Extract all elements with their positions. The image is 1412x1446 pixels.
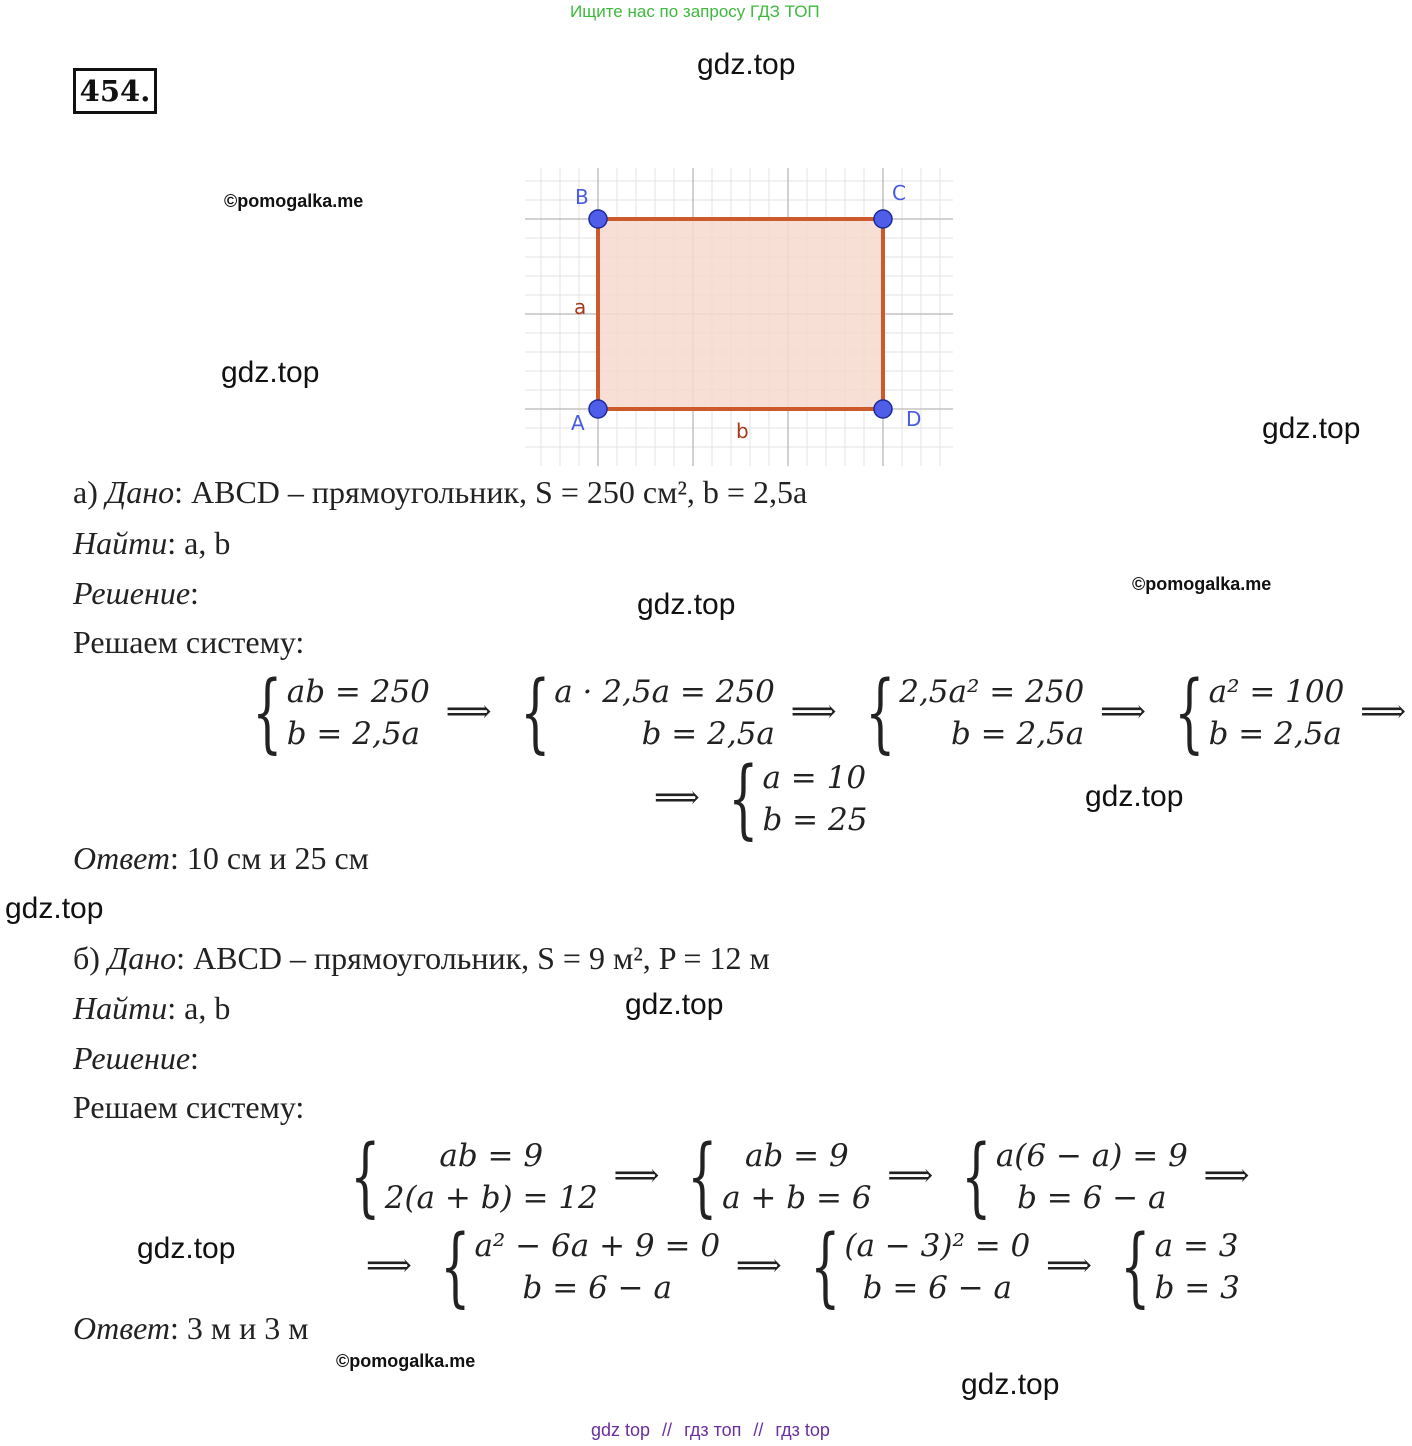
part-a-answer: Ответ: 10 см и 25 см bbox=[73, 840, 369, 876]
part-a-system-chain: { ab = 250 b = 2,5a ⟹ { a · 2,5a = 250 b = 2,5a ⟹ { 2,5a² = 250 b = 2,5a ⟹ { a² = 100 b = 2,5a ⟹ bbox=[240, 670, 1412, 756]
side-b-label: b bbox=[736, 419, 749, 443]
part-a-solution-label: Решение: bbox=[73, 575, 199, 611]
copyright-mark: ©pomogalka.me bbox=[224, 191, 364, 211]
vertex-a-point bbox=[589, 400, 607, 418]
watermark: gdz.top bbox=[637, 588, 736, 621]
part-b-solution-label: Решение: bbox=[73, 1040, 199, 1076]
watermark: gdz.top bbox=[625, 988, 724, 1021]
part-a-result-system: ⟹ { a = 10 b = 25 bbox=[654, 749, 868, 849]
system: { a = 3 b = 3 bbox=[1120, 1217, 1240, 1317]
system: { a² = 100 b = 2,5a bbox=[1174, 663, 1345, 763]
system: { a · 2,5a = 250 b = 2,5a bbox=[519, 663, 775, 763]
top-banner: Ищите нас по запросу ГДЗ ТОП bbox=[570, 2, 820, 21]
system: { 2,5a² = 250 b = 2,5a bbox=[864, 663, 1085, 763]
problem-number: 454. bbox=[73, 68, 157, 114]
system: { a = 10 b = 25 bbox=[728, 749, 868, 849]
part-a-given: а) Дано: ABCD – прямоугольник, S = 250 см², b = 2,5a bbox=[73, 474, 808, 510]
part-a-find: Найти: a, b bbox=[73, 525, 231, 561]
rectangle-abcd bbox=[598, 219, 883, 409]
part-b-find: Найти: a, b bbox=[73, 990, 231, 1026]
side-a-label: a bbox=[574, 295, 587, 319]
part-b-system-chain-2: ⟹ { a² − 6a + 9 = 0 b = 6 − a ⟹ { (a − 3)² = 0 b = 6 − a ⟹ { a = 3 b = 3 bbox=[366, 1217, 1240, 1317]
system: { ab = 9 2(a + b) = 12 bbox=[350, 1127, 598, 1227]
footer-links bbox=[585, 1420, 836, 1441]
watermark: gdz.top bbox=[961, 1368, 1060, 1401]
system: { ab = 9 a + b = 6 bbox=[687, 1127, 872, 1227]
watermark: gdz.top bbox=[697, 48, 796, 81]
vertex-c-label: C bbox=[892, 181, 906, 205]
system: { a² − 6a + 9 = 0 b = 6 − a bbox=[440, 1217, 721, 1317]
part-a-solve-system: Решаем систему: bbox=[73, 624, 305, 660]
part-b-system-chain-1: { ab = 9 2(a + b) = 12 ⟹ { ab = 9 a + b = 6 ⟹ { a(6 − a) = 9 b = 6 − a ⟹ bbox=[338, 1134, 1256, 1220]
copyright-mark: ©pomogalka.me bbox=[1132, 574, 1272, 594]
part-b-solve-system: Решаем систему: bbox=[73, 1089, 305, 1125]
vertex-a-label: A bbox=[571, 411, 585, 435]
vertex-b-label: B bbox=[575, 185, 589, 209]
watermark: gdz.top bbox=[1262, 412, 1361, 445]
watermark: gdz.top bbox=[137, 1232, 236, 1265]
footer-separator: // bbox=[753, 1420, 764, 1440]
part-b-given: б) Дано: ABCD – прямоугольник, S = 9 м², P = 12 м bbox=[73, 940, 770, 976]
footer-link[interactable]: гдз топ bbox=[684, 1420, 742, 1440]
vertex-b-point bbox=[589, 210, 607, 228]
footer-link[interactable]: гдз top bbox=[775, 1420, 830, 1440]
footer-link[interactable]: gdz top bbox=[591, 1420, 651, 1440]
vertex-d-point bbox=[874, 400, 892, 418]
system: { a(6 − a) = 9 b = 6 − a bbox=[961, 1127, 1188, 1227]
copyright-mark: ©pomogalka.me bbox=[336, 1351, 476, 1371]
system: { (a − 3)² = 0 b = 6 − a bbox=[809, 1217, 1031, 1317]
vertex-c-point bbox=[874, 210, 892, 228]
system: { ab = 250 b = 2,5a bbox=[252, 663, 430, 763]
watermark: gdz.top bbox=[221, 356, 320, 389]
footer-separator: // bbox=[662, 1420, 673, 1440]
rectangle-figure bbox=[525, 168, 953, 466]
vertex-d-label: D bbox=[906, 407, 922, 431]
watermark: gdz.top bbox=[5, 892, 104, 925]
part-b-answer: Ответ: 3 м и 3 м bbox=[73, 1310, 309, 1346]
watermark: gdz.top bbox=[1085, 780, 1184, 813]
